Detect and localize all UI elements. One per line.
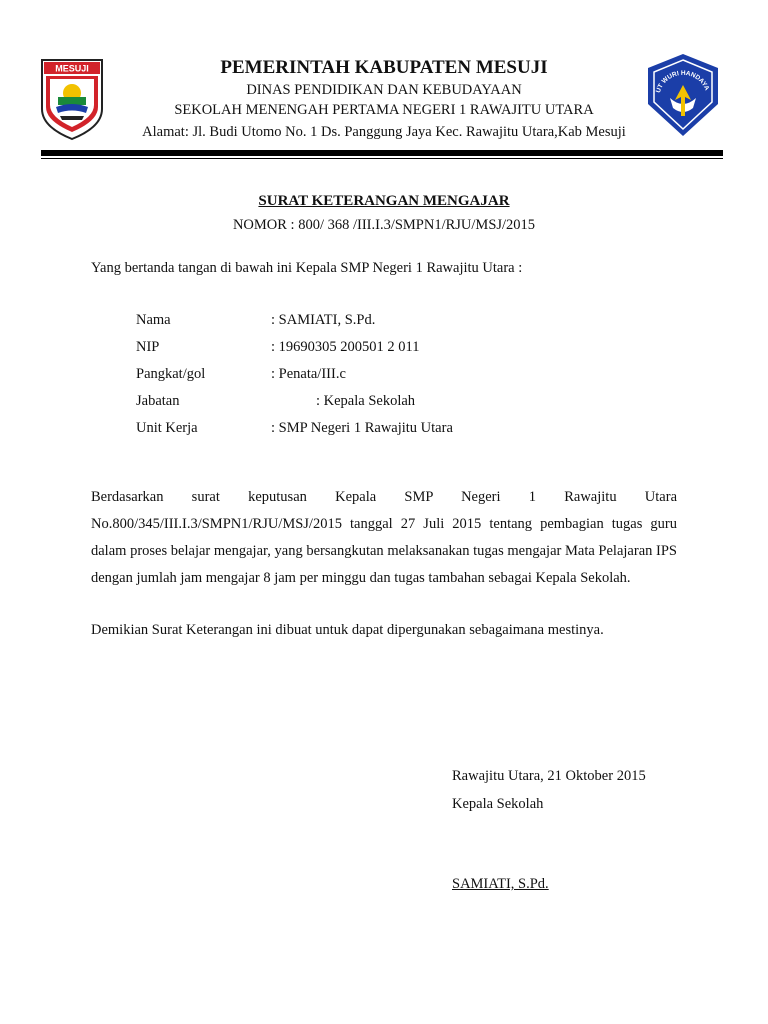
document-title bbox=[0, 193, 768, 210]
body-paragraph: Berdasarkan surat keputusan Kepala SMP Negeri 1 Rawajitu Utara No.800/345/III.I.3/SMPN1/RJU/MSJ/2015 tanggal 27 Juli 2015 tentang pembagian tugas guru dalam proses belajar mengajar, yang bersangkutan melaksanakan tugas mengajar Mata Pelajaran IPS dengan jumlah jam mengajar 8 jam per minggu dan tugas tambahan sebagai Kepala Sekolah. bbox=[91, 489, 677, 586]
field-value-pangkat: : Penata/III.c bbox=[271, 366, 346, 382]
closing-text: Demikian Surat Keterangan ini dibuat untuk dapat dipergunakan sebagaimana mestinya. bbox=[91, 622, 604, 638]
tut-wuri-handayani-text: UT WURI HANDAYA bbox=[654, 69, 711, 94]
field-label-unit-kerja: Unit Kerja bbox=[136, 420, 198, 436]
letterhead-rule-thick bbox=[41, 150, 723, 156]
letterhead-government: PEMERINTAH KABUPATEN MESUJI bbox=[220, 57, 548, 78]
letterhead-address: Alamat: Jl. Budi Utomo No. 1 Ds. Panggung Jaya Kec. Rawajitu Utara,Kab Mesuji bbox=[142, 124, 626, 140]
document-title-text: SURAT KETERANGAN MENGAJAR bbox=[258, 193, 510, 209]
field-value-unit-kerja: : SMP Negeri 1 Rawajitu Utara bbox=[271, 420, 453, 436]
signature-place-date: Rawajitu Utara, 21 Oktober 2015 bbox=[452, 768, 646, 784]
field-label-nip: NIP bbox=[136, 339, 160, 355]
signature-role: Kepala Sekolah bbox=[452, 796, 544, 812]
field-label-pangkat: Pangkat/gol bbox=[136, 366, 206, 382]
letterhead-school: SEKOLAH MENENGAH PERTAMA NEGERI 1 RAWAJITU UTARA bbox=[174, 102, 594, 118]
intro-text: Yang bertanda tangan di bawah ini Kepala SMP Negeri 1 Rawajitu Utara : bbox=[91, 260, 523, 276]
mesuji-emblem-text: MESUJI bbox=[55, 63, 89, 74]
field-value-nama: : SAMIATI, S.Pd. bbox=[271, 312, 376, 328]
field-value-jabatan: : Kepala Sekolah bbox=[316, 393, 416, 409]
field-label-jabatan: Jabatan bbox=[136, 393, 180, 409]
field-label-nama: Nama bbox=[136, 312, 171, 328]
document-number: NOMOR : 800/ 368 /III.I.3/SMPN1/RJU/MSJ/2015 bbox=[232, 217, 536, 233]
field-value-nip: : 19690305 200501 2 011 bbox=[271, 339, 420, 355]
letterhead-rule-thin bbox=[41, 158, 723, 159]
letterhead-agency: DINAS PENDIDIKAN DAN KEBUDAYAAN bbox=[246, 82, 522, 98]
signature-name: SAMIATI, S.Pd. bbox=[452, 876, 549, 892]
